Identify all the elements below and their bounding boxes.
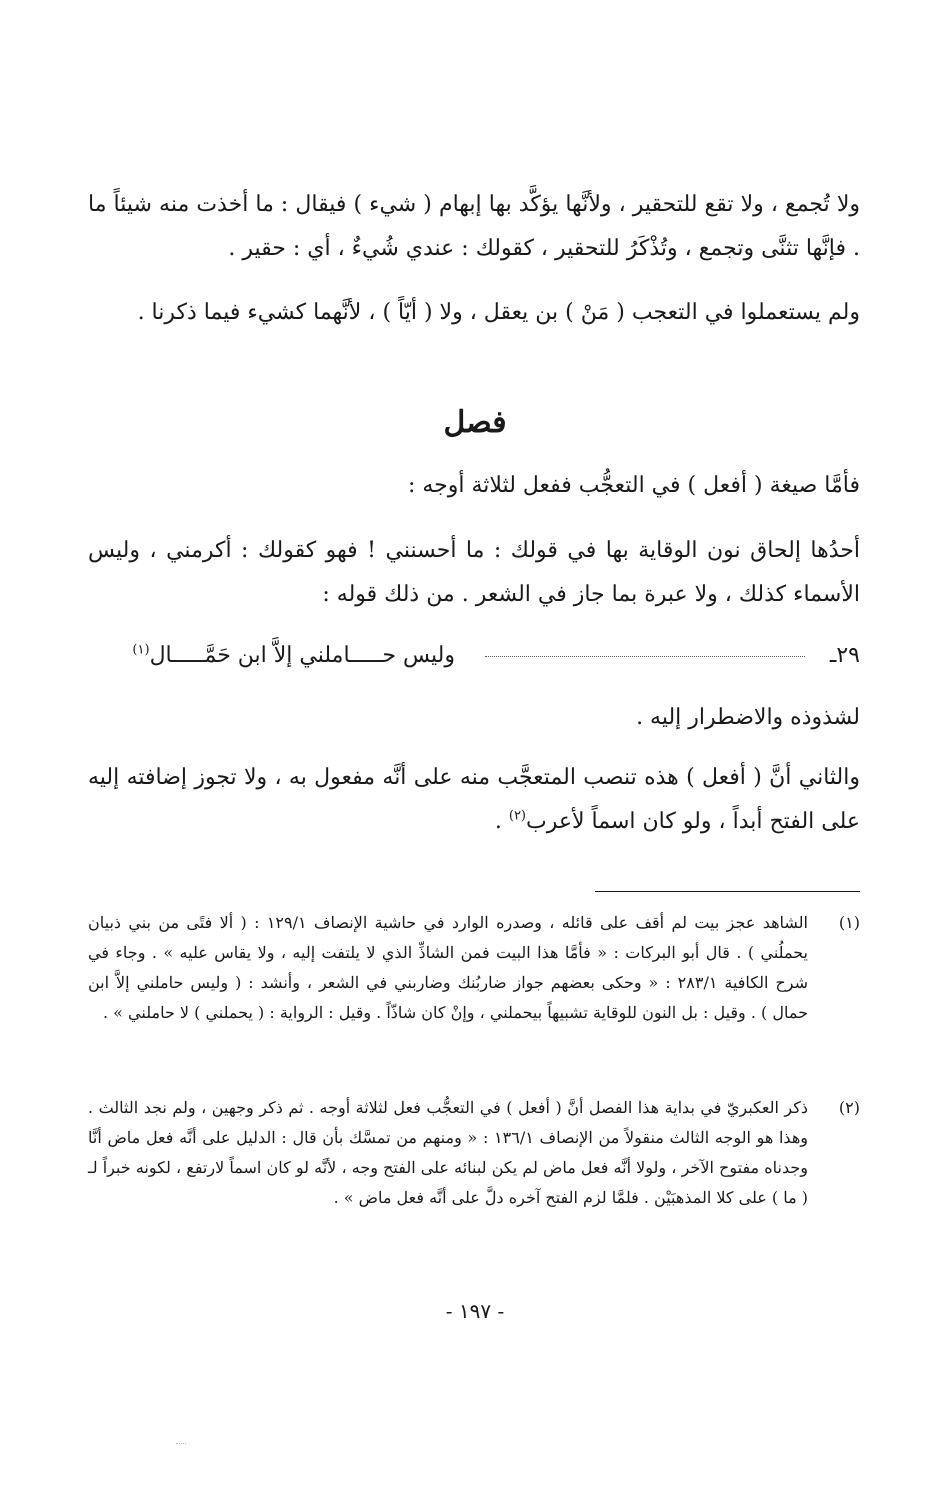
paragraph-3-text: فأمَّا صيغة ( أفعل ) في التعجُّب ففعل لثلاثة أوجه :: [407, 473, 860, 498]
footnote-2: [88, 1093, 860, 1213]
verse-footnote-ref: (١): [132, 642, 150, 658]
page-number: - ١٩٧ -: [445, 1299, 505, 1323]
verse-dotted-leader: [485, 656, 805, 657]
footnote-1-number: (١): [838, 913, 860, 932]
footnote-1: [88, 908, 860, 1028]
paragraph-4: [88, 529, 860, 617]
verse-text: وليس حـــــاملني إلاَّ ابن حَمَّـــــال: [149, 643, 455, 668]
footnote-2-text: ذكر العكبريّ في بداية هذا الفصل أنَّ ( أفعل ) في التعجُّب فعل لثلاثة أوجه . ثم ذكر وجهين ، ولم نجد الثالث . وهذا هو الوجه الثالث منقولاً من الإنصاف ١٣٦/١ : « ومنهم من تمسَّك بأن قال : الدليل على أنَّه فعل ماض أنَّا وجدناه مفتوح الآخر ، ولولا أنَّه فعل ماض لم يكن لبنائه على الفتح وجه ، لأنَّه لو كان اسماً لارتفع ، لكونه خبراً لـ ( ما ) على كلا المذهبَيْن . فلمَّا لزم الفتح آخره دلَّ على أنَّه فعل ماض » .: [88, 1098, 808, 1207]
footnote-1-text: الشاهد عجز بيت لم أقف على قائله ، وصدره الوارد في حاشية الإنصاف ١٢٩/١ : ( ألا فتًى من بني ذبيان يحملُني ) . قال أبو البركات : « فأمَّا هذا البيت فمن الشاذِّ الذي لا يلتفت إليه ، ولا يقاس عليه » . وجاء في شرح الكافية ٢٨٣/١ : « وحكى بعضهم جواز ضاربُنك وضاربني في الشعر ، وأنشد : ( وليس حاملني إلاَّ ابن حمال ) . وقيل : بل النون للوقاية تشبيهاً بيحملني ، وإنْ كان شاذّاً . وقيل : الرواية : ( يحملني ) لا حاملني » .: [88, 913, 809, 1022]
verse-number: ٢٩ـ: [829, 643, 860, 668]
paragraph-2: [88, 291, 860, 335]
paragraph-1-text: ولا تُجمع ، ولا تقع للتحقير ، ولأنَّها يؤكَّد بها إبهام ( شيء ) فيقال : ما أخذت منه شيئاً ما . فإنَّها تثنَّى وتجمع ، وتُذْكَرُ للتحقير ، كقولك : عندي شُيءٌ ، أي : حقير .: [88, 192, 860, 261]
paragraph-6-body: والثاني أنَّ ( أفعل ) هذه تنصب المتعجَّب منه على أنَّه مفعول به ، ولا تجوز إضافته إليه على الفتح أبداً ، ولو كان اسماً لأعرب: [88, 765, 860, 834]
paragraph-5-text: لشذوذه والاضطرار إليه .: [636, 705, 860, 730]
footnote-2-number: (٢): [838, 1098, 860, 1117]
footnote-separator: [595, 891, 860, 892]
section-heading: فصل: [443, 405, 507, 440]
paragraph-6-footnote-ref: (٢): [508, 808, 526, 824]
paragraph-5: [88, 696, 860, 740]
bottom-scan-mark: [176, 1443, 186, 1444]
paragraph-6: [88, 756, 860, 844]
verse-line: [88, 634, 860, 678]
paragraph-1: [88, 183, 860, 271]
paragraph-3: [88, 464, 860, 508]
paragraph-6-end: .: [494, 809, 509, 834]
paragraph-6-text: [88, 756, 860, 844]
paragraph-2-text: ولم يستعملوا في التعجب ( مَنْ ) بن يعقل ، ولا ( أيّاً ) ، لأنَّهما كشيء فيما ذكرنا .: [137, 300, 860, 325]
verse-text-wrap: [132, 634, 455, 678]
paragraph-4-text: أحدُها إلحاق نون الوقاية بها في قولك : ما أحسنني ! فهو كقولك : أكرمني ، وليس الأسماء كذلك ، ولا عبرة بما جاز في الشعر . من ذلك قوله :: [88, 538, 860, 607]
